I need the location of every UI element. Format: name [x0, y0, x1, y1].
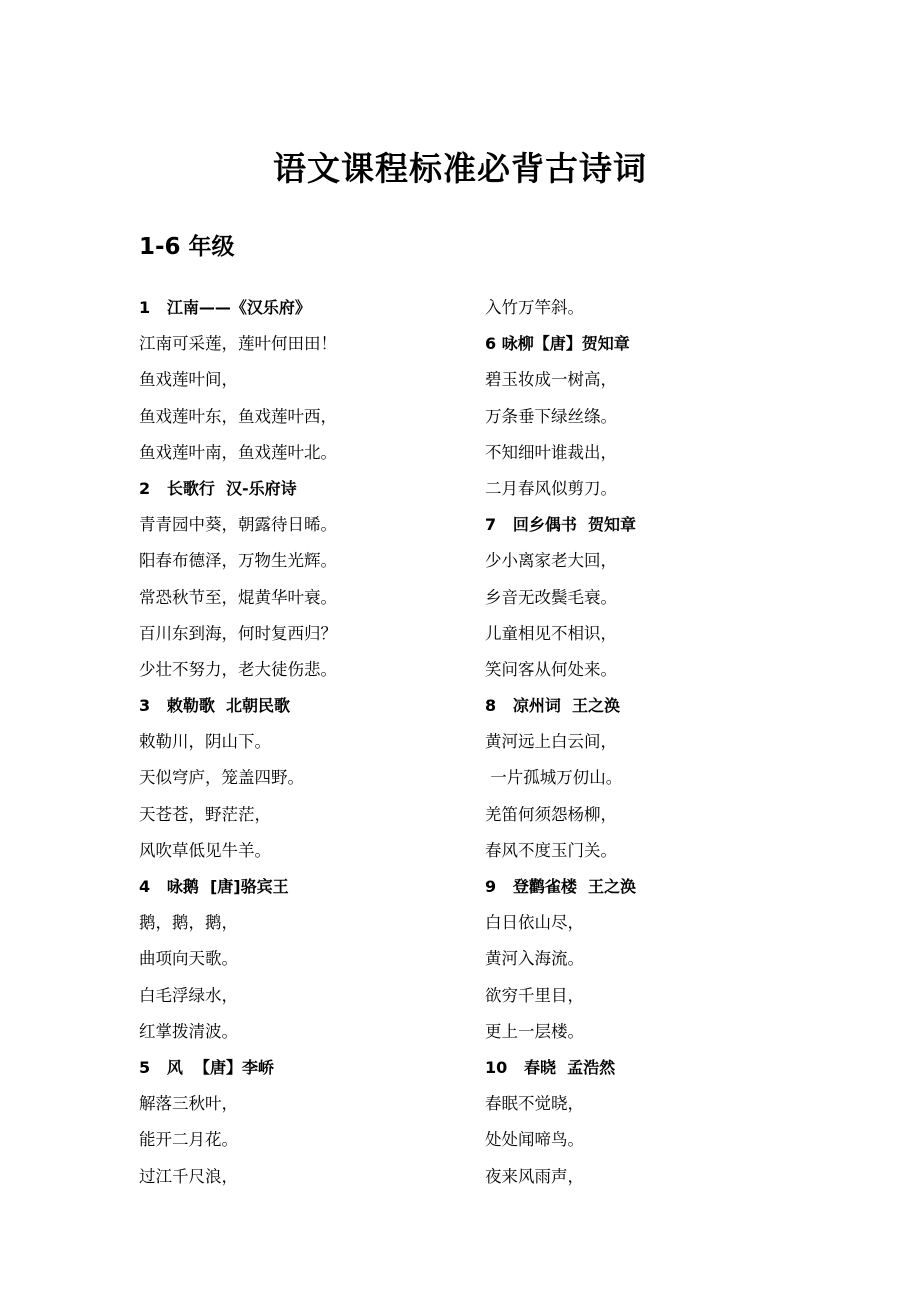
- poem-line: 天苍苍，野茫茫，: [139, 804, 271, 824]
- poem-line: 鱼戏莲叶间，: [139, 370, 238, 390]
- poem-line: 笑问客从何处来。: [485, 659, 617, 679]
- poem-line: 一片孤城万仞山。: [485, 768, 623, 788]
- document-title: 语文课程标准必背古诗词: [273, 149, 647, 188]
- right-column: [485, 290, 815, 1195]
- poem-heading: 8 凉州词 王之涣: [485, 696, 620, 716]
- poem-line: 少壮不努力，老大徒伤悲。: [139, 659, 337, 679]
- poem-line: 天似穹庐，笼盖四野。: [139, 768, 304, 788]
- poem-line: 能开二月花。: [139, 1130, 238, 1150]
- poem-line: 曲项向天歌。: [139, 949, 238, 969]
- section-heading: 1-6 年级: [139, 234, 235, 260]
- poem-line: 解落三秋叶，: [139, 1094, 238, 1114]
- poem-heading: 10 春晓 孟浩然: [485, 1057, 616, 1077]
- left-column: [139, 290, 469, 1195]
- poem-line: 更上一层楼。: [485, 1021, 584, 1041]
- poem-line: 处处闻啼鸟。: [485, 1130, 584, 1150]
- poem-line: 红掌拨清波。: [139, 1021, 238, 1041]
- poem-line: 春风不度玉门关。: [485, 840, 617, 860]
- poem-line: 少小离家老大回，: [485, 551, 617, 571]
- poem-line: 不知细叶谁裁出，: [485, 442, 617, 462]
- poem-heading: 2 长歌行 汉-乐府诗: [139, 478, 297, 498]
- poem-heading: 3 敕勒歌 北朝民歌: [139, 696, 290, 716]
- poem-heading: 6 咏柳【唐】贺知章: [485, 334, 630, 354]
- poem-line: 常恐秋节至，焜黄华叶衰。: [139, 587, 337, 607]
- poem-line: 敕勒川，阴山下。: [139, 732, 271, 752]
- poem-line: 江南可采莲，莲叶何田田！: [139, 334, 337, 354]
- poem-line: 春眠不觉晓，: [485, 1094, 584, 1114]
- poem-line: 夜来风雨声，: [485, 1166, 584, 1186]
- poem-heading: 1 江南——《汉乐府》: [139, 298, 311, 317]
- poem-line: 乡音无改鬓毛衰。: [485, 587, 617, 607]
- poem-line: 鱼戏莲叶东，鱼戏莲叶西，: [139, 406, 337, 426]
- poem-line: 鱼戏莲叶南，鱼戏莲叶北。: [139, 442, 337, 462]
- poem-line: 入竹万竿斜。: [485, 298, 584, 317]
- poem-line: 风吹草低见牛羊。: [139, 840, 271, 860]
- poem-line: 百川东到海，何时复西归？: [139, 623, 337, 643]
- poem-line: 万条垂下绿丝绦。: [485, 406, 617, 426]
- poem-line: 阳春布德泽，万物生光辉。: [139, 551, 337, 571]
- poem-line: 过江千尺浪，: [139, 1166, 238, 1186]
- poem-line: 鹅，鹅，鹅，: [139, 913, 238, 933]
- poem-line: 羌笛何须怨杨柳，: [485, 804, 617, 824]
- poem-heading: 7 回乡偶书 贺知章: [485, 515, 636, 535]
- poem-heading: 5 风 【唐】李峤: [139, 1057, 274, 1077]
- poem-line: 欲穷千里目，: [485, 985, 584, 1005]
- poem-line: 青青园中葵，朝露待日晞。: [139, 515, 337, 535]
- poem-heading: 4 咏鹅 [唐]骆宾王: [139, 877, 289, 896]
- poem-heading: 9 登鹳雀楼 王之涣: [485, 877, 636, 896]
- poem-line: 黄河入海流。: [485, 949, 584, 969]
- poem-line: 白毛浮绿水，: [139, 985, 238, 1005]
- poem-line: 碧玉妆成一树高，: [485, 370, 617, 390]
- poem-line: 黄河远上白云间，: [485, 732, 617, 752]
- poem-line: 二月春风似剪刀。: [485, 478, 617, 498]
- poem-line: 儿童相见不相识，: [485, 623, 617, 643]
- poem-line: 白日依山尽，: [485, 913, 584, 933]
